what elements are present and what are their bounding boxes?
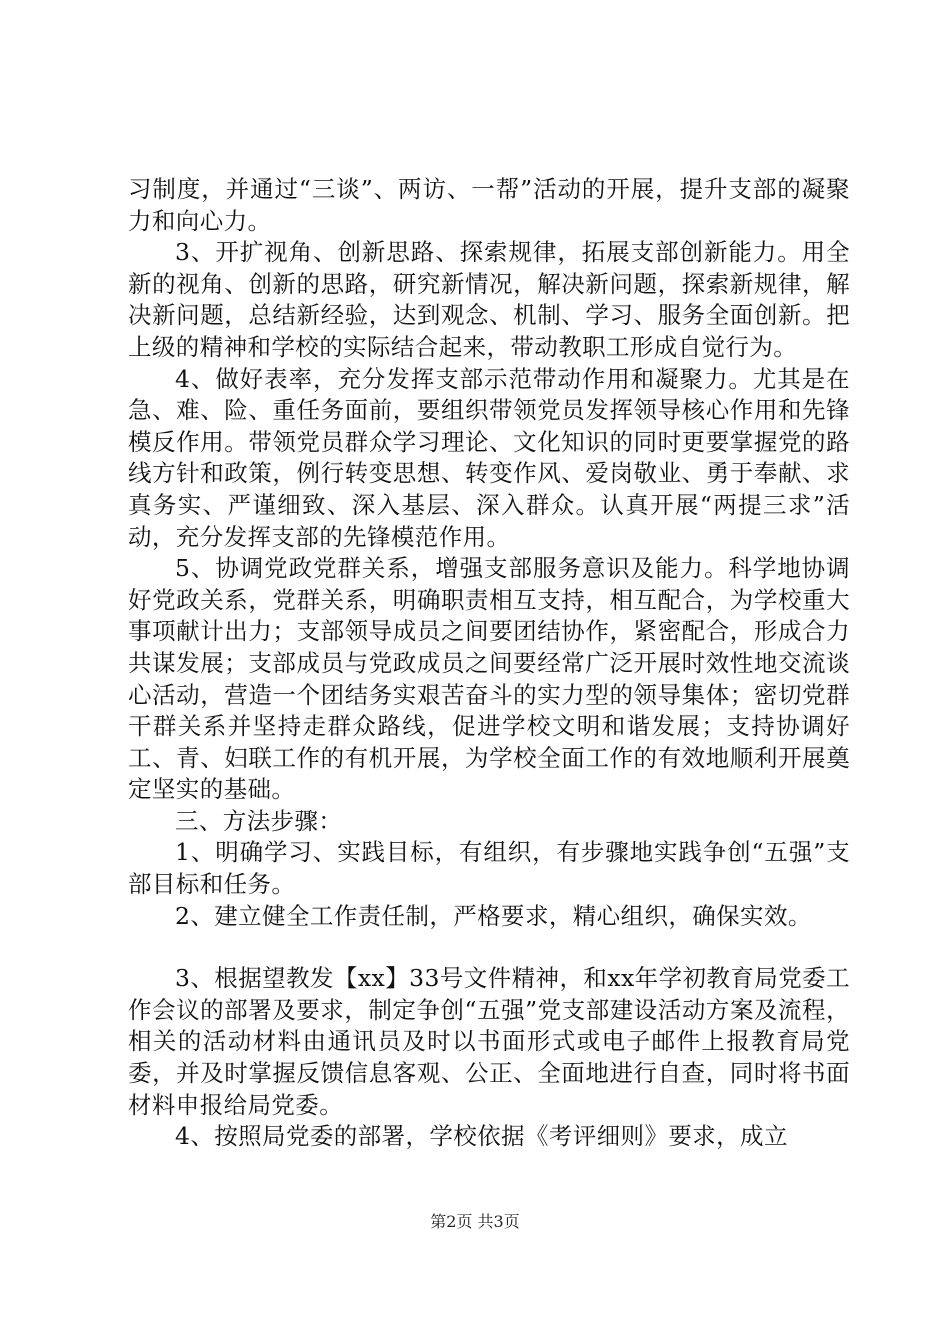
paragraph-step-4: 4、按照局党委的部署，学校依据《考评细则》要求，成立 bbox=[175, 1122, 788, 1151]
section-heading-methods: 三、方法步骤： bbox=[175, 806, 343, 835]
page-number-footer: 第2页 共3页 bbox=[430, 1212, 520, 1231]
paragraph-step-1: 1、明确学习、实践目标，有组织，有步骤地实践争创“五强”支部目标和任务。 bbox=[128, 838, 850, 899]
paragraph-item-4-role-model: 4、做好表率，充分发挥支部示范带动作用和凝聚力。尤其是在急、难、险、重任务面前，要组织带领党员发挥领导核心作用和先锋模反作用。带领党员群众学习理论、文化知识的同时更要掌握党的路线方针和政策，例行转变思想、转变作风、爱岗敬业、勇于奉献、求真务实、严谨细致、深入基层、深入群众。认真开展“两提三求”活动，充分发挥支部的先锋模范作用。 bbox=[128, 364, 850, 551]
paragraph-item-3-innovation: 3、开扩视角、创新思路、探索规律，拓展支部创新能力。用全新的视角、创新的思路，研究新情况，解决新问题，探索新规律，解决新问题，总结新经验，达到观念、机制、学习、服务全面创新。把上级的精神和学校的实际结合起来，带动教职工形成自觉行为。 bbox=[128, 238, 850, 361]
document-body bbox=[128, 174, 850, 1153]
paragraph-continuation: 习制度，并通过“三谈”、两访、一帮”活动的开展，提升支部的凝聚力和向心力。 bbox=[128, 175, 850, 235]
paragraph-item-5-coordination: 5、协调党政党群关系，增强支部服务意识及能力。科学地协调好党政关系，党群关系，明确职责相互支持，相互配合，为学校重大事项献计出力；支部领导成员之间要团结协作，紧密配合，形成合力共谋发展；支部成员与党政成员之间要经常广泛开展时效性地交流谈心活动，营造一个团结务实艰苦奋斗的实力型的领导集体；密切党群干群关系并坚持走群众路线，促进学校文明和谐发展；支持协调好工、青、妇联工作的有机开展，为学校全面工作的有效地顺利开展奠定坚实的基础。 bbox=[128, 554, 850, 804]
paragraph-step-3: 3、根据望教发【xx】33号文件精神，和xx年学初教育局党委工作会议的部署及要求，制定争创“五强”党支部建设活动方案及流程，相关的活动材料由通讯员及时以书面形式或电子邮件上报教育局党委，并及时掌握反馈信息客观、公正、全面地进行自查，同时将书面材料申报给局党委。 bbox=[128, 964, 850, 1119]
paragraph-step-2: 2、建立健全工作责任制，严格要求，精心组织，确保实效。 bbox=[175, 901, 812, 930]
